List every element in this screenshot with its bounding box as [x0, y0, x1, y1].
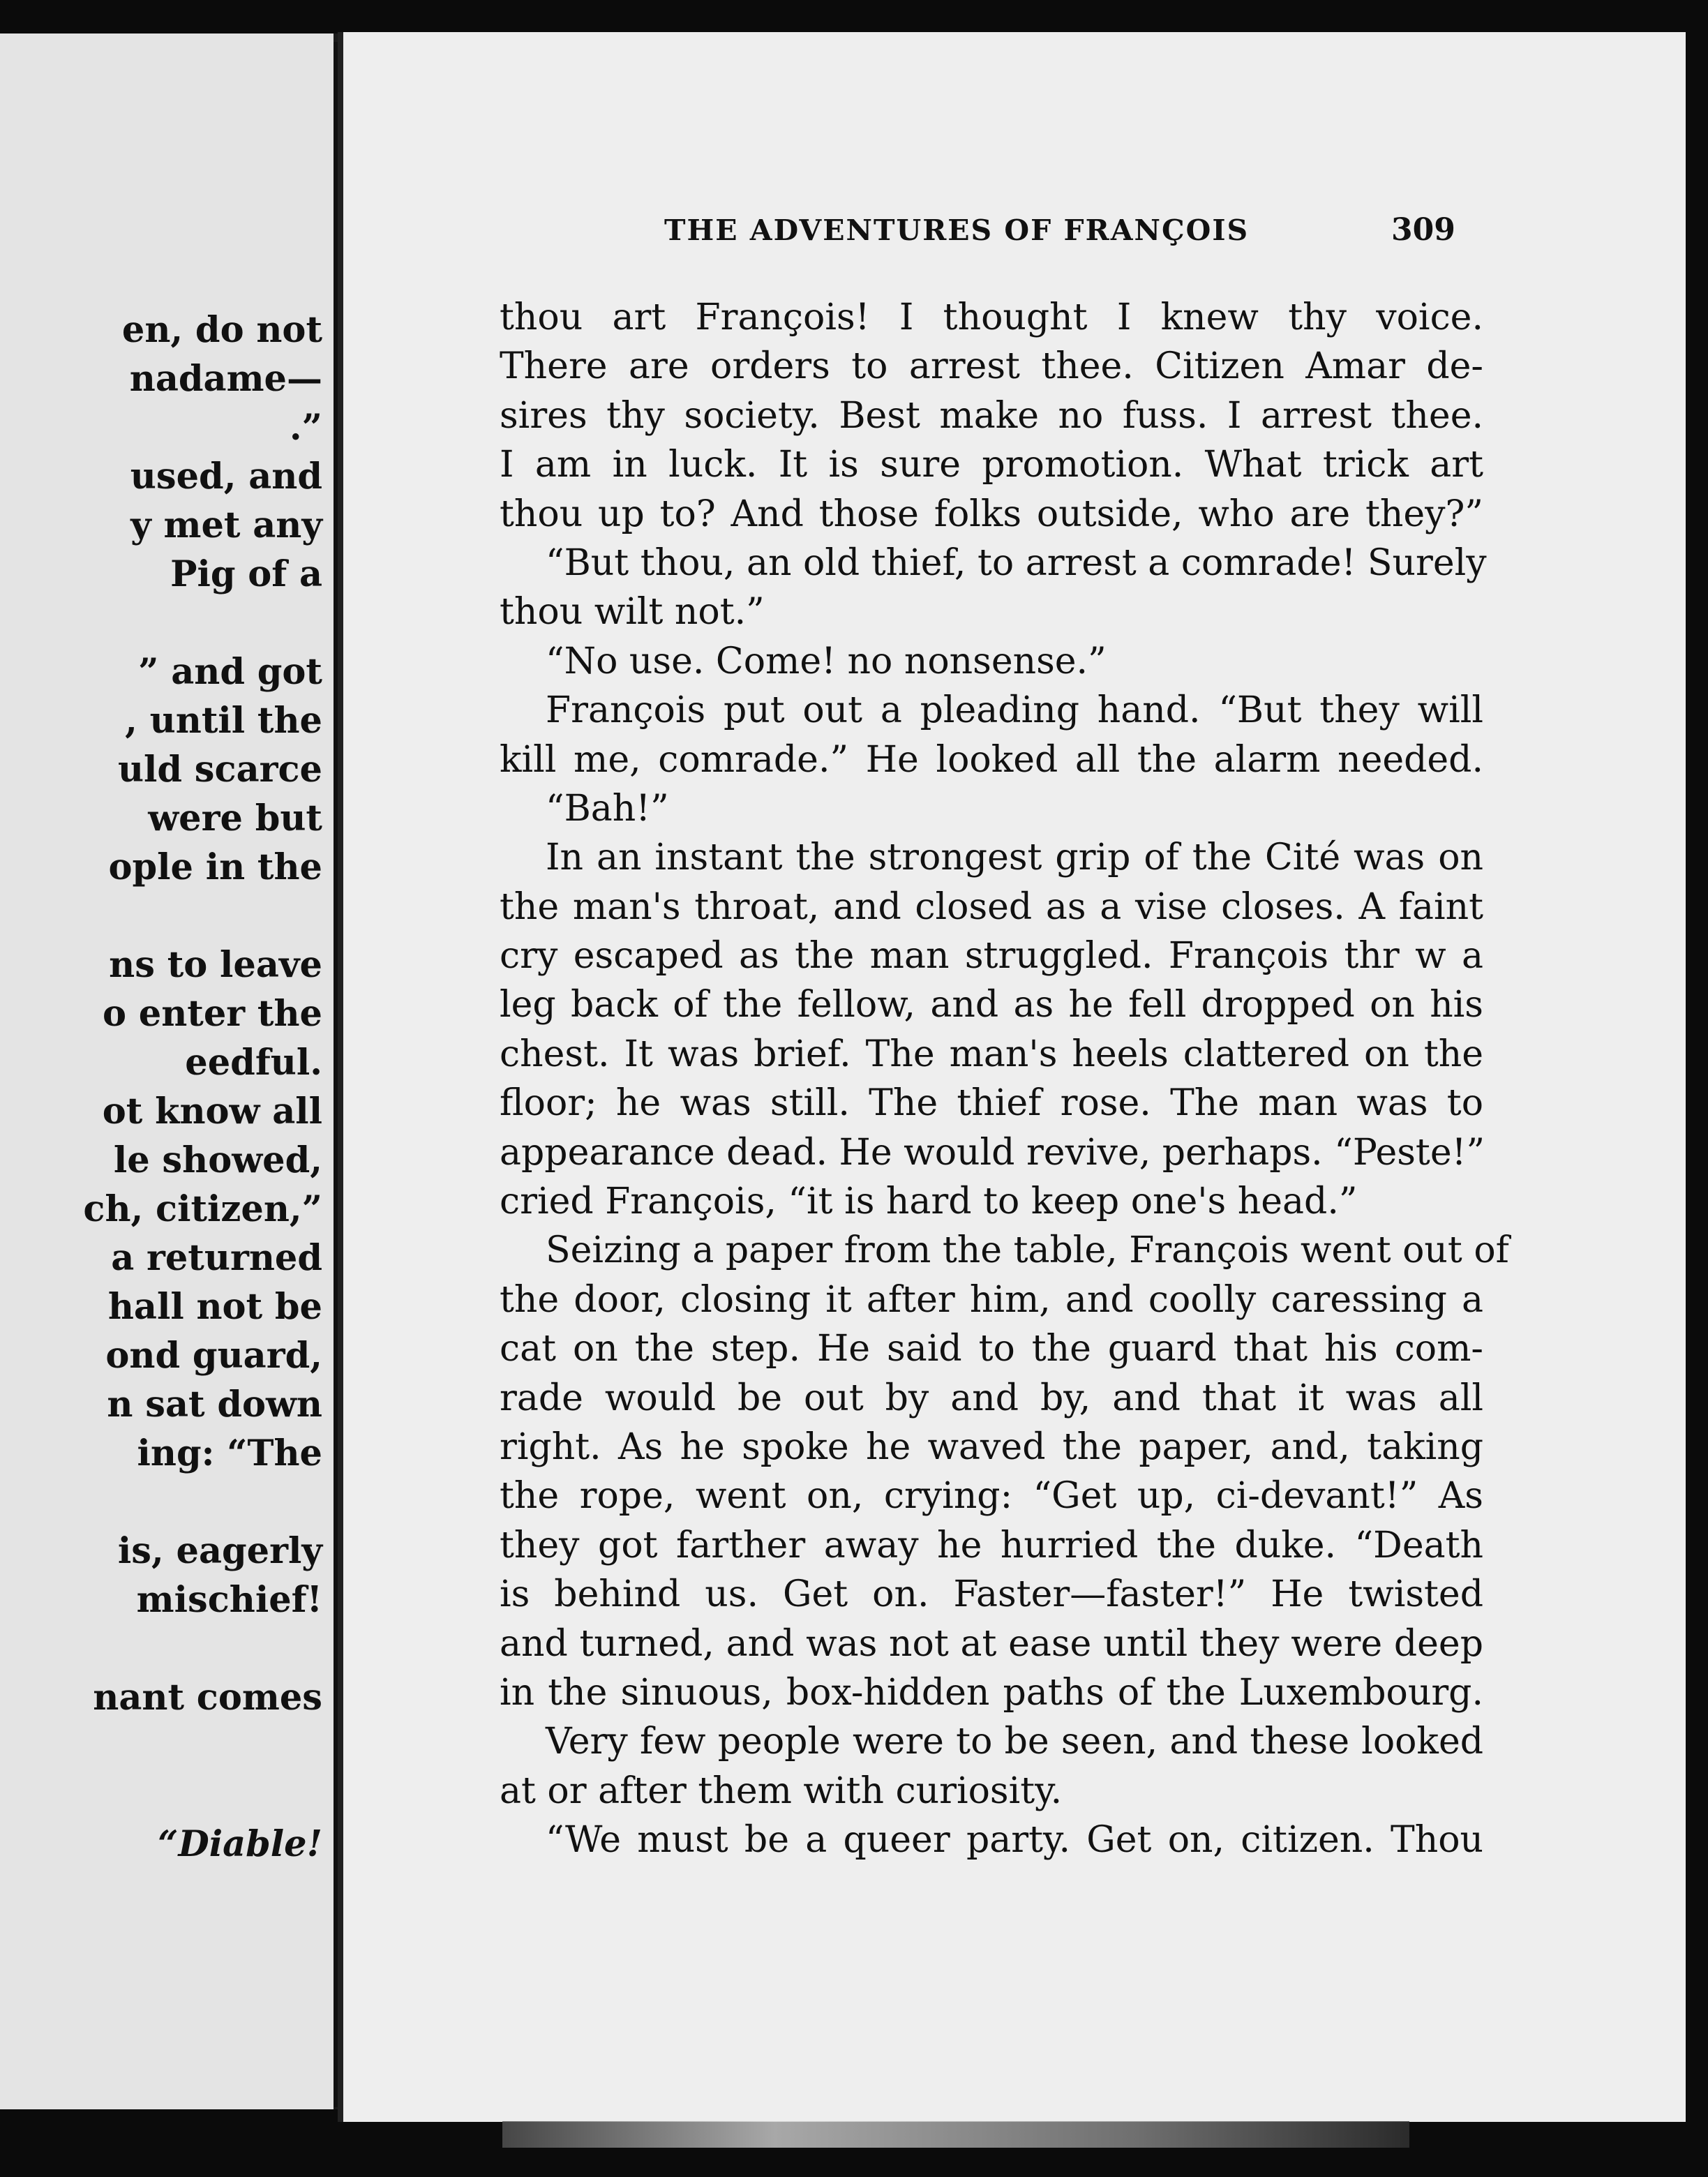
left-page-line: , until the: [125, 700, 322, 742]
page-edge-shadow: [502, 2121, 1409, 2148]
left-page-line: n sat down: [107, 1384, 322, 1426]
text-line: at or after them with curiosity.: [500, 1770, 1063, 1812]
left-page-line: ing: “The: [137, 1432, 322, 1474]
left-page-line: eedful.: [185, 1042, 322, 1084]
text-line: Very few people were to be seen, and these looked: [546, 1721, 1483, 1763]
left-page-line: y met any: [130, 504, 322, 546]
text-line: I am in luck. It is sure promotion. What trick art: [500, 444, 1483, 486]
left-page-line: o enter the: [102, 993, 322, 1035]
left-page-line: en, do not: [121, 309, 322, 351]
left-page-line: ch, citizen,”: [83, 1188, 322, 1230]
text-line: thou up to? And those folks outside, who are they?”: [500, 493, 1483, 535]
left-page-line: ns to leave: [109, 944, 322, 986]
text-line: sires thy society. Best make no fuss. I arrest thee.: [500, 394, 1483, 437]
text-line: rade would be out by and by, and that it was all: [500, 1377, 1483, 1419]
text-line: thou wilt not.”: [500, 591, 765, 634]
left-page-line: ” and got: [138, 651, 322, 693]
text-line: “We must be a queer party. Get on, citizen. Thou: [546, 1819, 1483, 1862]
text-line: the rope, went on, crying: “Get up, ci-devant!” As: [500, 1475, 1483, 1518]
left-page-line: used, and: [130, 456, 322, 498]
text-line: and turned, and was not at ease until they were deep: [500, 1622, 1483, 1665]
text-line: they got farther away he hurried the duke. “Death: [500, 1524, 1483, 1566]
text-line: the man's throat, and closed as a vise closes. A faint: [500, 885, 1483, 928]
text-line: cried François, “it is hard to keep one's head.”: [500, 1181, 1358, 1223]
left-page-line: mischief!: [136, 1579, 322, 1621]
text-line: leg back of the fellow, and as he fell dropped on his: [500, 984, 1483, 1026]
left-page-line: were but: [148, 798, 322, 839]
left-page-line: a returned: [111, 1237, 322, 1279]
left-page-line: “Diable!: [158, 1823, 322, 1865]
text-line: thou art François! I thought I knew thy voice.: [500, 297, 1483, 338]
text-line: right. As he spoke he waved the paper, and, taking: [500, 1426, 1483, 1468]
text-line: “Bah!”: [546, 787, 669, 830]
text-line: kill me, comrade.” He looked all the alarm needed.: [500, 738, 1483, 781]
text-line: in the sinuous, box-hidden paths of the Luxembourg.: [500, 1671, 1483, 1714]
left-page-line: ond guard,: [105, 1335, 322, 1377]
left-page-line: is, eagerly: [117, 1530, 322, 1572]
running-header: THE ADVENTURES OF FRANÇOIS: [664, 214, 1250, 247]
text-line: chest. It was brief. The man's heels clattered on the: [500, 1033, 1483, 1075]
left-page: [0, 33, 353, 2109]
text-line: appearance dead. He would revive, perhaps. “Peste!”: [500, 1131, 1485, 1174]
text-line: floor; he was still. The thief rose. The man was to: [500, 1082, 1483, 1125]
text-line: “No use. Come! no nonsense.”: [546, 640, 1107, 682]
text-line: In an instant the strongest grip of the Cité was on: [546, 837, 1483, 879]
text-line: “But thou, an old thief, to arrest a comrade! Surely: [546, 541, 1487, 584]
left-page-line: nadame—: [129, 358, 322, 400]
left-page-line: uld scarce: [117, 749, 322, 791]
text-line: is behind us. Get on. Faster—faster!” He twisted: [500, 1573, 1483, 1616]
left-page-line: Pig of a: [170, 553, 322, 595]
text-line: There are orders to arrest thee. Citizen Amar de-: [500, 345, 1483, 388]
left-page-line: ople in the: [108, 846, 322, 888]
text-line: the door, closing it after him, and coolly caressing a: [500, 1278, 1483, 1321]
left-page-line: hall not be: [107, 1286, 322, 1328]
left-page-line: le showed,: [113, 1139, 322, 1181]
text-line: Seizing a paper from the table, François went out of: [546, 1229, 1509, 1272]
left-page-line: nant comes: [93, 1677, 322, 1719]
page-body: [500, 293, 1509, 1865]
text-line: François put out a pleading hand. “But they will: [546, 689, 1483, 732]
text-line: cry escaped as the man struggled. François thr w a: [500, 935, 1483, 978]
left-page-line: ot know all: [102, 1091, 322, 1132]
page-number: 309: [1391, 212, 1455, 248]
left-page-line: .”: [289, 407, 322, 449]
text-line: cat on the step. He said to the guard that his com-: [500, 1328, 1483, 1370]
